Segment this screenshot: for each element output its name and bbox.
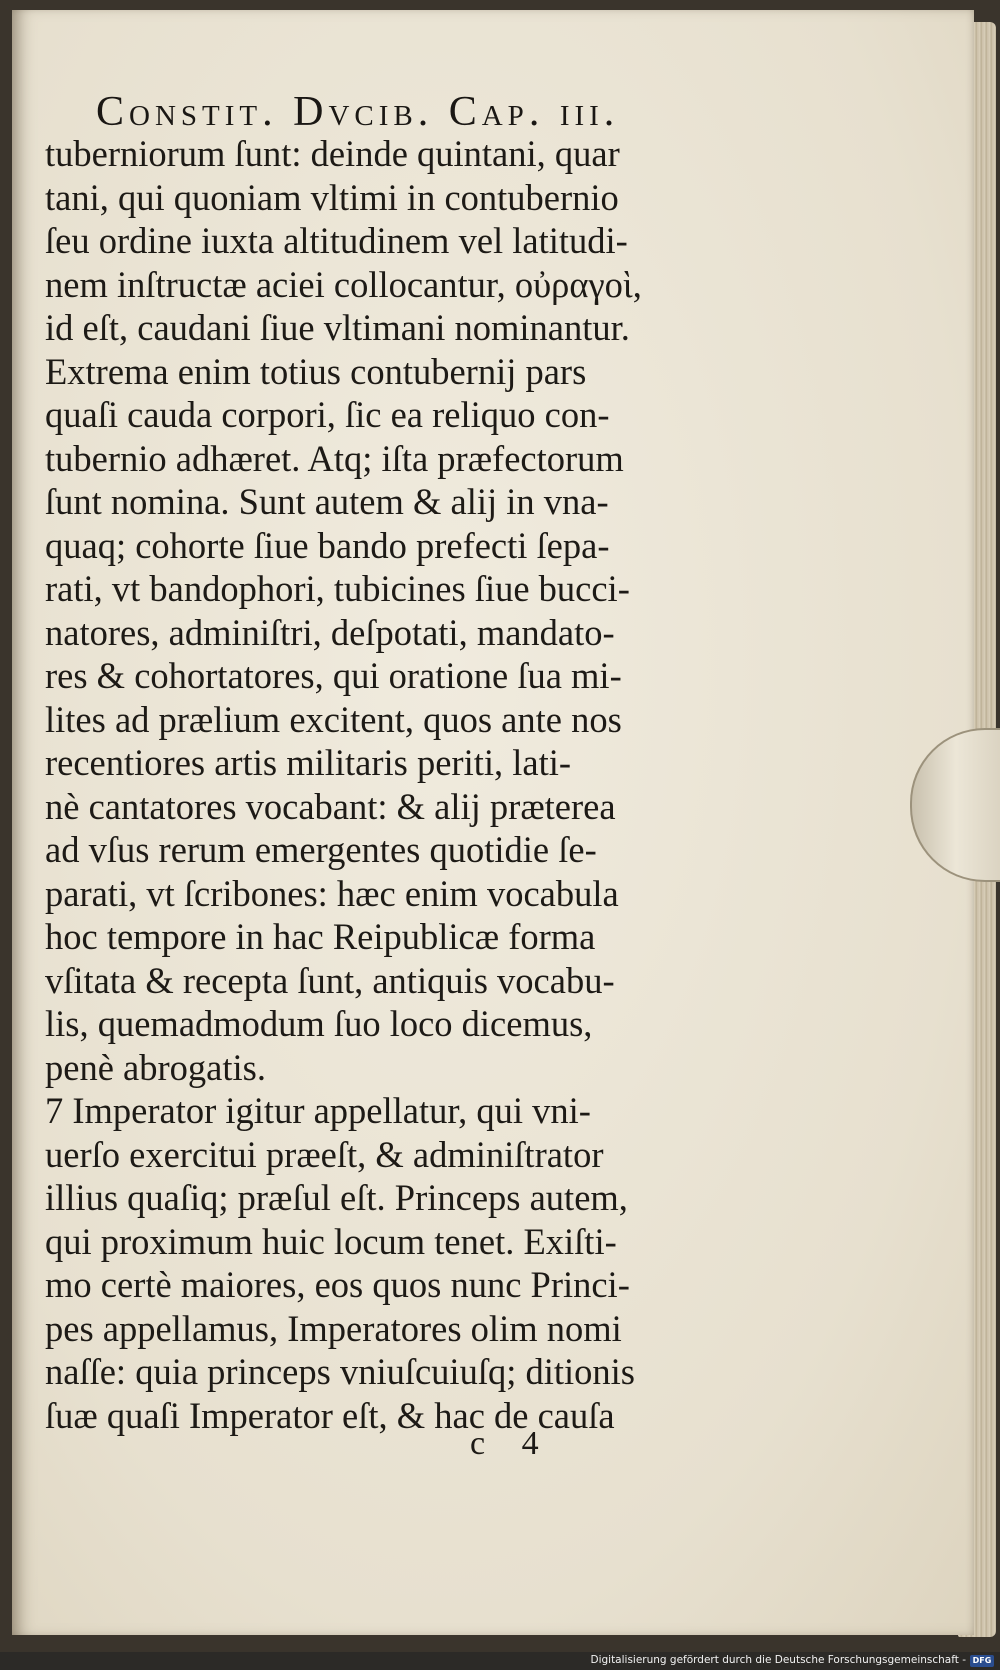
text-line: lis, quemadmodum ſuo loco dicemus,: [45, 1003, 593, 1044]
text-line: lites ad prælium excitent, quos ante nos: [45, 698, 622, 740]
text-line: qui proximum huic locum tenet. Exiſti-: [45, 1220, 617, 1262]
text-line: parati, vt ſcribones: hæc enim vocabula: [45, 872, 619, 914]
text-line: tubernio adhæret. Atq; iſta præfectorum: [45, 437, 624, 479]
text-line: tuberniorum ſunt: deinde quintani, quar: [45, 133, 620, 174]
text-line: tani, qui quoniam vltimi in contubernio: [45, 176, 619, 218]
text-line: recentiores artis militaris periti, lati-: [45, 742, 572, 783]
text-line: id eſt, caudani ſiue vltimani nominantur.: [45, 307, 630, 348]
text-line: illius quaſiq; præſul eſt. Princeps autem,: [45, 1177, 628, 1218]
text-line: rati, vt bandophori, tubicines ſiue bucci-: [45, 568, 630, 609]
text-line: natores, adminiſtri, deſpotati, mandato-: [45, 611, 615, 653]
text-line: uerſo exercitui præeſt, & adminiſtrator: [45, 1133, 604, 1175]
footer-bar: [0, 1652, 1000, 1670]
signature-mark: c 4: [470, 1425, 553, 1462]
text-line: 7 Imperator igitur appellatur, qui vni-: [45, 1090, 591, 1131]
footer-credit: Digitalisierung gefördert durch die Deutsche Forschungsgemeinschaft -: [590, 1654, 966, 1666]
text-line: nè cantatores vocabant: & alij præterea: [45, 785, 616, 827]
text-line: quaq; cohorte ſiue bando prefecti ſepa-: [45, 524, 610, 566]
running-head: Constit. Dvcib. Cap. iii.: [96, 89, 620, 135]
text-line: mo certè maiores, eos quos nunc Princi-: [45, 1264, 630, 1305]
text-line: ad vſus rerum emergentes quotidie ſe-: [45, 829, 597, 870]
text-line: vſitata & recepta ſunt, antiquis vocabu-: [45, 959, 615, 1001]
text-line: ſuæ quaſi Imperator eſt, & hac de cauſa: [45, 1394, 615, 1436]
text-line: ſeu ordine iuxta altitudinem vel latitudi-: [45, 220, 628, 261]
text-line: nem inſtructæ aciei collocantur, οὐραγοὶ,: [45, 263, 642, 305]
text-line: Extrema enim totius contubernij pars: [45, 350, 587, 392]
text-line: hoc tempore in hac Reipublicæ forma: [45, 916, 596, 957]
text-line: ſunt nomina. Sunt autem & alij in vna-: [45, 481, 609, 522]
dfg-logo-icon: DFG: [970, 1655, 994, 1667]
text-line: quaſi cauda corpori, ſic ea reliquo con-: [45, 394, 610, 435]
text-line: naſſe: quia princeps vniuſcuiuſq; ditionis: [45, 1351, 635, 1392]
text-line: penè abrogatis.: [45, 1046, 266, 1088]
text-line: res & cohortatores, qui oratione ſua mi-: [45, 655, 622, 696]
text-line: pes appellamus, Imperatores olim nomi: [45, 1307, 622, 1349]
